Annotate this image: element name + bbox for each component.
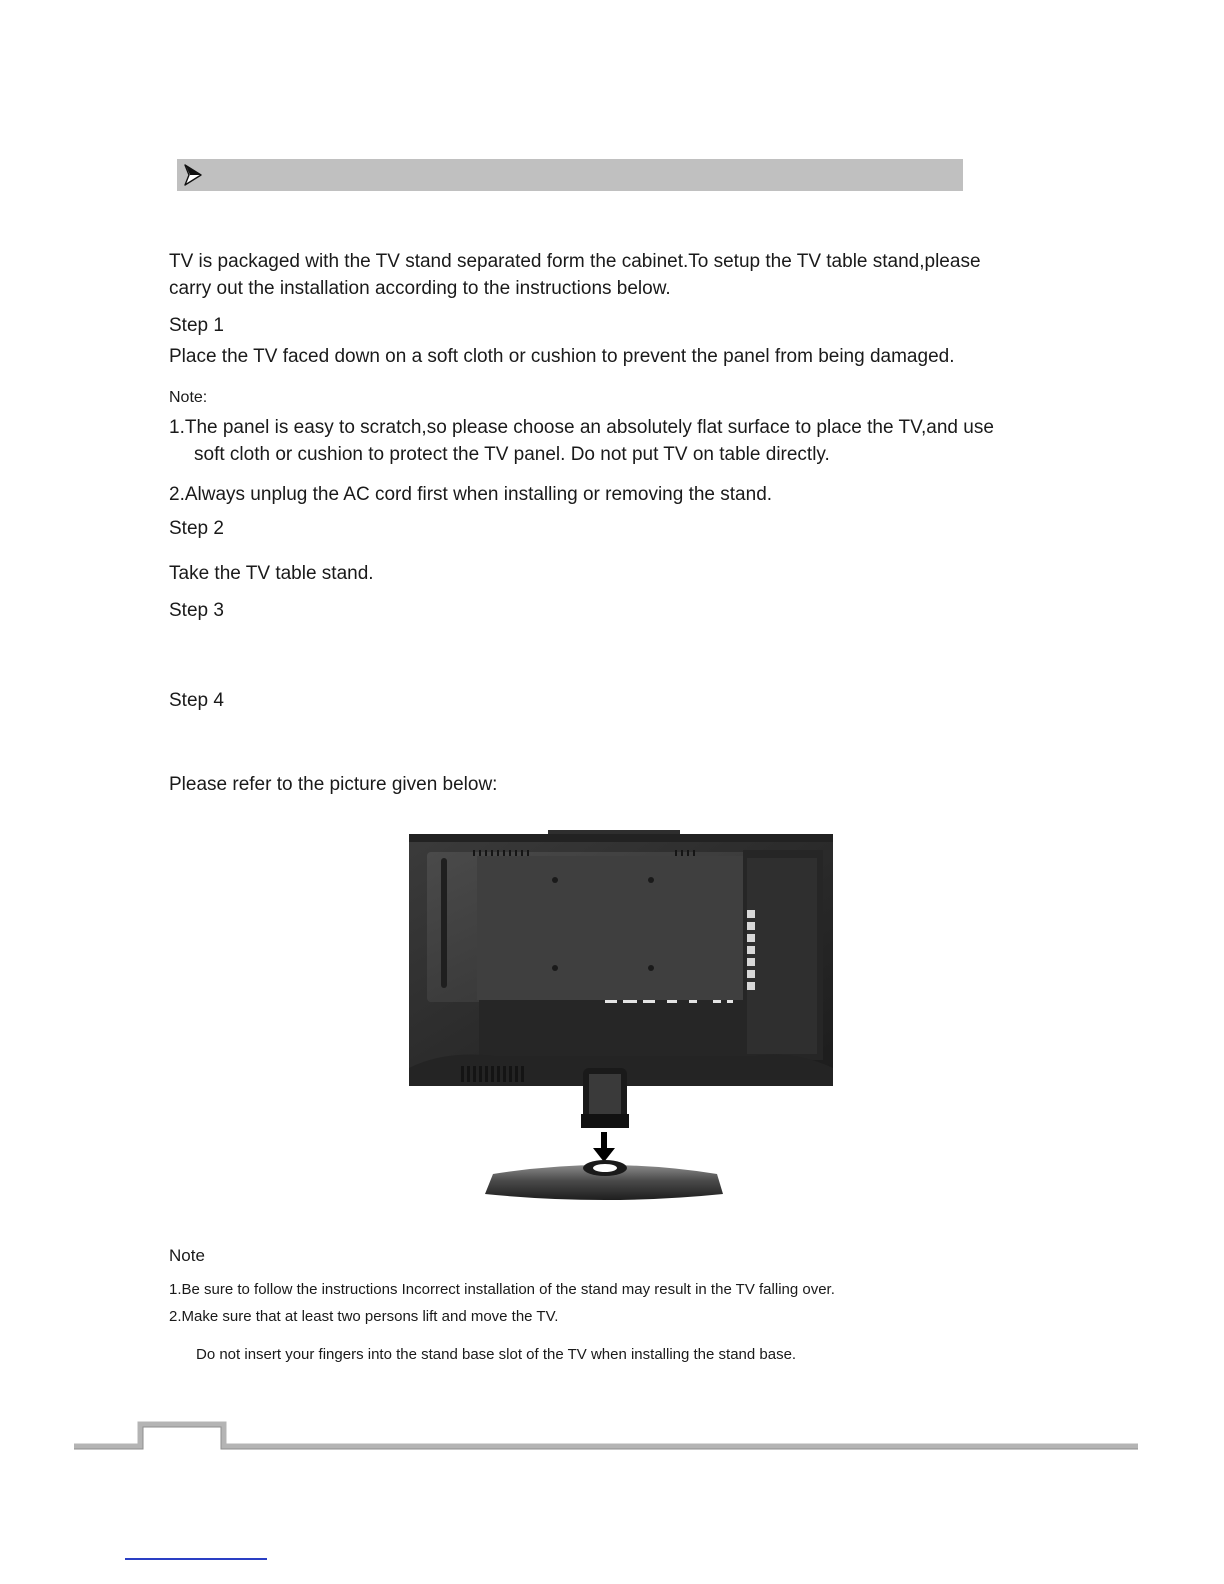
stand-base [485,1160,723,1200]
note-label: Note: [169,389,208,406]
note-2-item-1: 1.Be sure to follow the instructions Incorrect installation of the stand may result in the TV falling over. [169,1281,835,1298]
step-3-label: Step 3 [169,600,224,621]
refer-text: Please refer to the picture given below: [169,774,498,795]
step-1-label: Step 1 [169,315,224,336]
stand-neck [581,1068,629,1128]
step-1-text: Place the TV faced down on a soft cloth or cushion to prevent the panel from being damaged. [169,346,955,367]
note-item-1-line-2: soft cloth or cushion to protect the TV panel. Do not put TV on table directly. [194,444,830,465]
step-2-text: Take the TV table stand. [169,563,374,584]
step-2-label: Step 2 [169,518,224,539]
note-item-1-line-1: 1.The panel is easy to scratch,so please choose an absolutely flat surface to place the TV,and use [169,417,994,438]
tv-back-cabinet [409,830,833,1086]
intro-line-1: TV is packaged with the TV stand separated form the cabinet.To setup the TV table stand,please [169,251,981,272]
note-2-item-3: Do not insert your fingers into the stand base slot of the TV when installing the stand base. [196,1346,797,1363]
link-underline [125,1558,267,1560]
step-4-label: Step 4 [169,690,224,711]
intro-line-2: carry out the installation according to the instructions below. [169,278,671,299]
note-2-item-2: 2.Make sure that at least two persons lift and move the TV. [169,1308,559,1325]
tv-stand-installation-illustration [405,828,837,1208]
section-header-bar [177,159,963,191]
note-2-label: Note [169,1246,205,1265]
down-arrow-icon [593,1132,615,1162]
note-item-2: 2.Always unplug the AC cord first when installing or removing the stand. [169,484,773,505]
arrow-right-icon [183,163,203,187]
page-footer-rule [74,1418,1138,1454]
